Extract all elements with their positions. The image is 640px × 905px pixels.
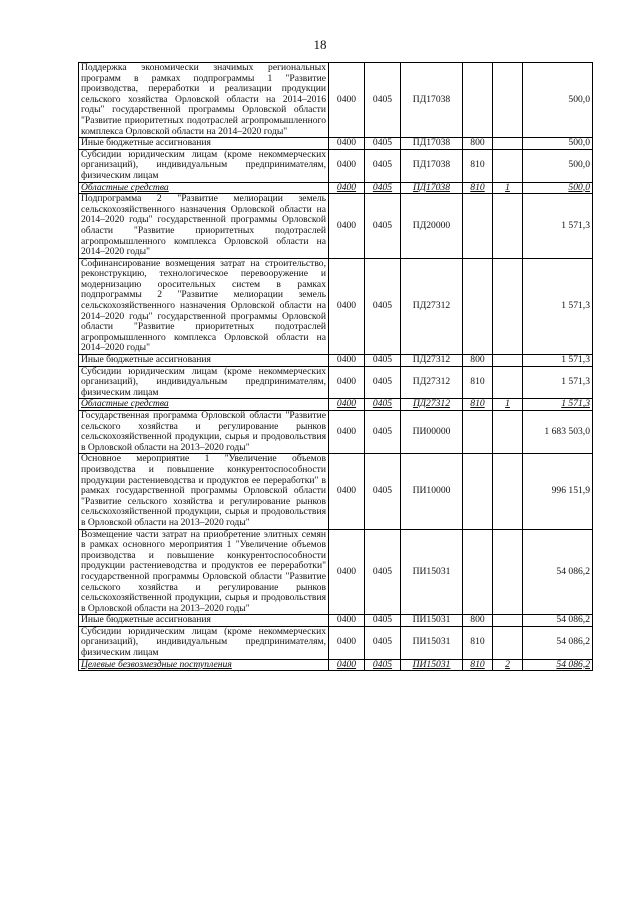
- funding-source-code: [493, 366, 523, 399]
- target-article-code: ПИ15031: [401, 615, 463, 627]
- subsection-code: 0405: [365, 149, 401, 182]
- section-code: 0400: [329, 454, 365, 529]
- amount: 500,0: [523, 149, 593, 182]
- row-name: Иные бюджетные ассигнования: [79, 615, 329, 627]
- target-article-code: ПИ15031: [401, 529, 463, 615]
- table-row: [79, 399, 593, 411]
- funding-source-code: [493, 355, 523, 367]
- target-article-code: ПИ00000: [401, 411, 463, 454]
- section-code: 0400: [329, 626, 365, 659]
- expense-type-code: 810: [463, 626, 493, 659]
- expense-type-code: 800: [463, 138, 493, 150]
- funding-source-code: [493, 138, 523, 150]
- row-name: Софинансирование возмещения затрат на строительство, реконструкцию, технологическое перевооружение и модернизацию оросительных систем в рамках подпрограммы 2 "Развитие мелиорации земель сельскохозяйственного назначения Орловской области на 2014–2020 годы" государственной программы Орловской области "Развитие приоритетных подотраслей агропромышленного комплекса Орловской области на 2014–2020 годы": [79, 258, 329, 354]
- funding-source-code: [493, 149, 523, 182]
- expense-type-code: [463, 411, 493, 454]
- amount: 500,0: [523, 182, 593, 194]
- table-row: [79, 258, 593, 354]
- table-row: [79, 454, 593, 529]
- amount: 54 086,2: [523, 626, 593, 659]
- subsection-code: 0405: [365, 258, 401, 354]
- expense-type-code: [463, 63, 493, 138]
- amount: 996 151,9: [523, 454, 593, 529]
- target-article-code: ПИ15031: [401, 626, 463, 659]
- row-name: Основное мероприятие 1 "Увеличение объемов производства и повышение конкурентоспособности продукции растениеводства и продуктов ее переработки" в рамках государственной программы Орловской области "Развитие сельского хозяйства и регулирование рынков сельскохозяйственной продукции, сырья и продовольствия в Орловской области на 2013–2020 годы": [79, 454, 329, 529]
- amount: 1 571,3: [523, 194, 593, 259]
- funding-source-code: [493, 258, 523, 354]
- subsection-code: 0405: [365, 194, 401, 259]
- funding-source-code: 2: [493, 659, 523, 671]
- subsection-code: 0405: [365, 454, 401, 529]
- target-article-code: ПИ15031: [401, 659, 463, 671]
- section-code: 0400: [329, 149, 365, 182]
- expense-type-code: 800: [463, 355, 493, 367]
- target-article-code: ПД20000: [401, 194, 463, 259]
- amount: 500,0: [523, 138, 593, 150]
- expense-type-code: 810: [463, 399, 493, 411]
- budget-table: [78, 62, 593, 671]
- table-row: [79, 138, 593, 150]
- expense-type-code: 810: [463, 659, 493, 671]
- subsection-code: 0405: [365, 355, 401, 367]
- section-code: 0400: [329, 411, 365, 454]
- amount: 1 571,3: [523, 258, 593, 354]
- expense-type-code: 810: [463, 182, 493, 194]
- table-row: [79, 149, 593, 182]
- table-row: [79, 194, 593, 259]
- subsection-code: 0405: [365, 615, 401, 627]
- row-name: Иные бюджетные ассигнования: [79, 355, 329, 367]
- subsection-code: 0405: [365, 529, 401, 615]
- row-name: Иные бюджетные ассигнования: [79, 138, 329, 150]
- table-row: [79, 182, 593, 194]
- funding-source-code: [493, 626, 523, 659]
- table-row: [79, 355, 593, 367]
- target-article-code: ПД27312: [401, 258, 463, 354]
- funding-source-code: 1: [493, 399, 523, 411]
- expense-type-code: 810: [463, 149, 493, 182]
- table-row: [79, 659, 593, 671]
- section-code: 0400: [329, 366, 365, 399]
- section-code: 0400: [329, 258, 365, 354]
- amount: 1 571,3: [523, 355, 593, 367]
- row-name: Областные средства: [79, 399, 329, 411]
- subsection-code: 0405: [365, 366, 401, 399]
- row-name: Субсидии юридическим лицам (кроме некоммерческих организаций), индивидуальным предпринимателям, физическим лицам: [79, 149, 329, 182]
- subsection-code: 0405: [365, 182, 401, 194]
- funding-source-code: [493, 454, 523, 529]
- funding-source-code: [493, 63, 523, 138]
- section-code: 0400: [329, 615, 365, 627]
- amount: 54 086,2: [523, 615, 593, 627]
- row-name: Возмещение части затрат на приобретение элитных семян в рамках основного мероприятия 1 "Увеличение объемов производства и повышение конкурентоспособности продукции растениеводства и продуктов ее переработки" государственной программы Орловской области "Развитие сельского хозяйства и регулирование рынков сельскохозяйственной продукции, сырья и продовольствия в Орловской области на 2013–2020 годы": [79, 529, 329, 615]
- row-name: Субсидии юридическим лицам (кроме некоммерческих организаций), индивидуальным предпринимателям, физическим лицам: [79, 626, 329, 659]
- funding-source-code: 1: [493, 182, 523, 194]
- amount: 1 571,3: [523, 399, 593, 411]
- table-row: [79, 626, 593, 659]
- expense-type-code: [463, 258, 493, 354]
- expense-type-code: [463, 194, 493, 259]
- funding-source-code: [493, 529, 523, 615]
- subsection-code: 0405: [365, 626, 401, 659]
- target-article-code: ПД17038: [401, 138, 463, 150]
- table-row: [79, 366, 593, 399]
- section-code: 0400: [329, 182, 365, 194]
- subsection-code: 0405: [365, 63, 401, 138]
- subsection-code: 0405: [365, 399, 401, 411]
- expense-type-code: 810: [463, 366, 493, 399]
- table-row: [79, 411, 593, 454]
- section-code: 0400: [329, 194, 365, 259]
- row-name: Государственная программа Орловской области "Развитие сельского хозяйства и регулирование рынков сельскохозяйственной продукции, сырья и продовольствия в Орловской области на 2013–2020 годы": [79, 411, 329, 454]
- section-code: 0400: [329, 399, 365, 411]
- funding-source-code: [493, 615, 523, 627]
- row-name: Поддержка экономически значимых региональных программ в рамках подпрограммы 1 "Развитие производства, переработки и реализации продукции сельского хозяйства Орловской области на 2014–2016 годы" государственной программы Орловской области "Развитие приоритетных подотраслей агропромышленного комплекса Орловской области на 2014–2020 годы": [79, 63, 329, 138]
- row-name: Субсидии юридическим лицам (кроме некоммерческих организаций), индивидуальным предпринимателям, физическим лицам: [79, 366, 329, 399]
- row-name: Областные средства: [79, 182, 329, 194]
- target-article-code: ПД17038: [401, 149, 463, 182]
- funding-source-code: [493, 194, 523, 259]
- section-code: 0400: [329, 138, 365, 150]
- row-name: Подпрограмма 2 "Развитие мелиорации земель сельскохозяйственного назначения Орловской области на 2014–2020 годы" государственной программы Орловской области "Развитие приоритетных подотраслей агропромышленного комплекса Орловской области на 2014–2020 годы": [79, 194, 329, 259]
- subsection-code: 0405: [365, 659, 401, 671]
- target-article-code: ПИ10000: [401, 454, 463, 529]
- target-article-code: ПД17038: [401, 182, 463, 194]
- section-code: 0400: [329, 659, 365, 671]
- expense-type-code: [463, 529, 493, 615]
- subsection-code: 0405: [365, 138, 401, 150]
- amount: 1 683 503,0: [523, 411, 593, 454]
- target-article-code: ПД27312: [401, 399, 463, 411]
- amount: 54 086,2: [523, 659, 593, 671]
- amount: 1 571,3: [523, 366, 593, 399]
- amount: 500,0: [523, 63, 593, 138]
- amount: 54 086,2: [523, 529, 593, 615]
- section-code: 0400: [329, 63, 365, 138]
- subsection-code: 0405: [365, 411, 401, 454]
- section-code: 0400: [329, 529, 365, 615]
- table-row: [79, 63, 593, 138]
- funding-source-code: [493, 411, 523, 454]
- target-article-code: ПД27312: [401, 366, 463, 399]
- table-row: [79, 529, 593, 615]
- page-number: 18: [313, 37, 327, 52]
- section-code: 0400: [329, 355, 365, 367]
- expense-type-code: [463, 454, 493, 529]
- expense-type-code: 800: [463, 615, 493, 627]
- table-row: [79, 615, 593, 627]
- target-article-code: ПД17038: [401, 63, 463, 138]
- target-article-code: ПД27312: [401, 355, 463, 367]
- row-name: Целевые безвозмездные поступления: [79, 659, 329, 671]
